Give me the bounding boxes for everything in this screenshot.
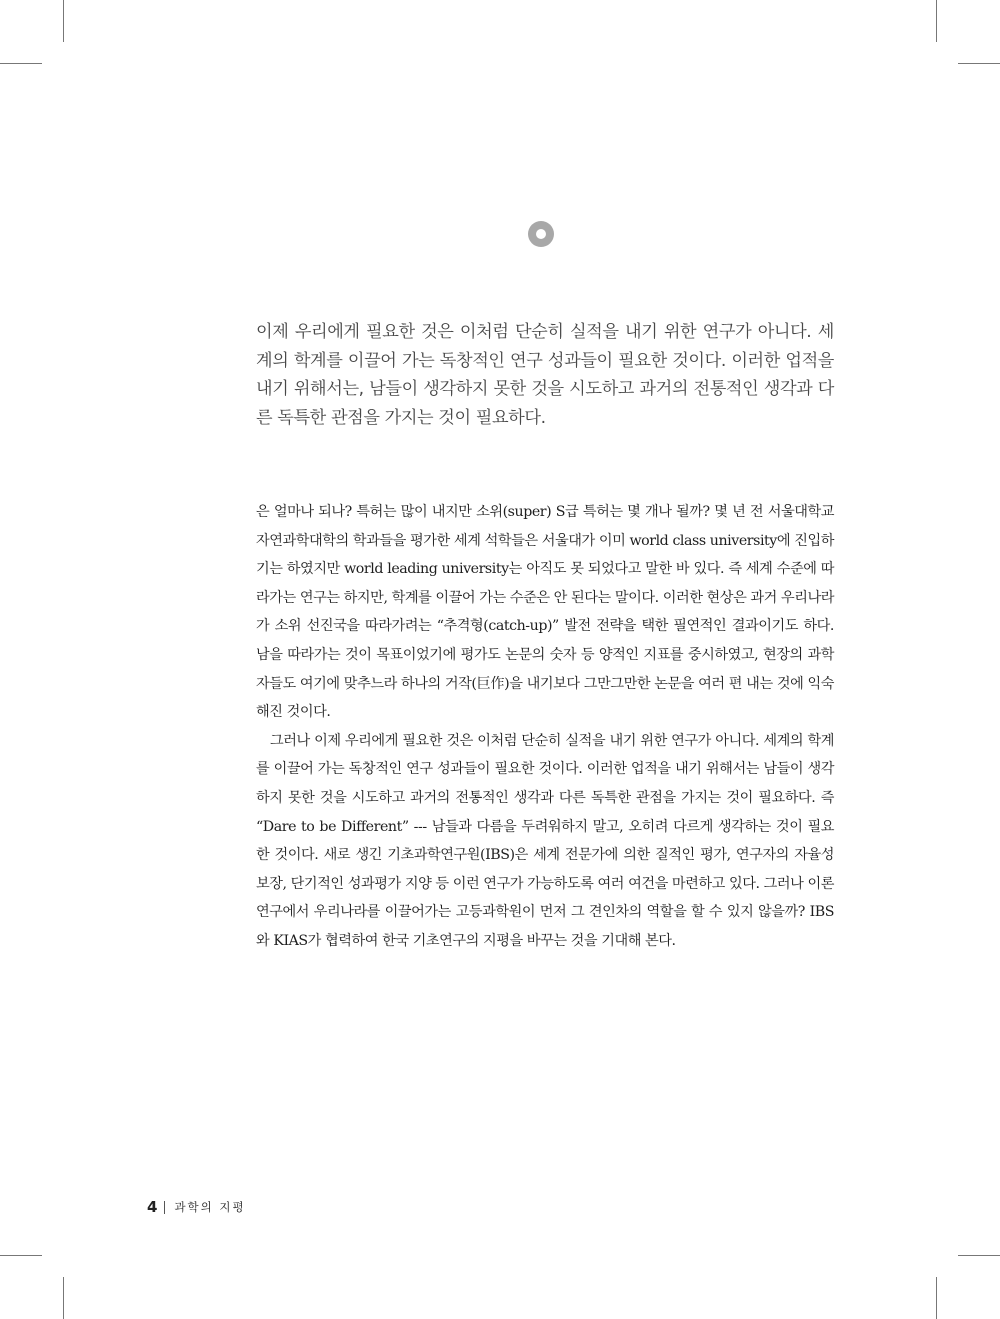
crop-mark-bottom-left-horizontal xyxy=(0,1255,42,1256)
crop-mark-top-right-vertical xyxy=(936,0,937,42)
crop-mark-top-right-horizontal xyxy=(958,63,1000,64)
crop-mark-bottom-right-horizontal xyxy=(958,1255,1000,1256)
crop-mark-bottom-left-vertical xyxy=(63,1277,64,1319)
crop-mark-top-left-vertical xyxy=(63,0,64,42)
pull-quote: 이제 우리에게 필요한 것은 이처럼 단순히 실적을 내기 위한 연구가 아니다. 세계의 학계를 이끌어 가는 독창적인 연구 성과들이 필요한 것이다. 이러한 업적을 내기 위해서는, 남들이 생각하지 못한 것을 시도하고 과거의 전통적인 생각과 다른 독특한 관점을 가지는 것이 필요하다. xyxy=(256,322,834,428)
body-paragraph: 그러나 이제 우리에게 필요한 것은 이처럼 단순히 실적을 내기 위한 연구가 아니다. 세계의 학계를 이끌어 가는 독창적인 연구 성과들이 필요한 것이다. 이러한 업적을 내기 위해서는 남들이 생각하지 못한 것을 시도하고 과거의 전통적인 생각과 다른 독특한 관점을 가지는 것이 필요하다. 즉 “Dare to be Different” --- 남들과 다름을 두려워하지 말고, 오히려 다르게 생각하는 것이 필요한 것이다. 새로 생긴 기초과학연구원(IBS)은 세계 전문가에 의한 질적인 평가, 연구자의 자율성 보장, 단기적인 성과평가 지양 등 이런 연구가 가능하도록 여러 여건을 마련하고 있다. 그러나 이론연구에서 우리나라를 이끌어가는 고등과학원이 먼저 그 견인차의 역할을 할 수 있지 않을까? IBS와 KIAS가 협력하여 한국 기초연구의 지평을 바꾸는 것을 기대해 본다. xyxy=(256,732,834,949)
crop-mark-top-left-horizontal xyxy=(0,63,42,64)
circle-ornament-icon xyxy=(528,221,554,247)
page-footer xyxy=(147,1198,246,1216)
folio-divider xyxy=(164,1201,165,1214)
page-number: 4 xyxy=(147,1198,158,1216)
running-title: 과학의 지평 xyxy=(174,1200,246,1214)
body-text xyxy=(256,498,834,956)
body-paragraph: 은 얼마나 되나? 특허는 많이 내지만 소위(super) S급 특허는 몇 개나 될까? 몇 년 전 서울대학교 자연과학대학의 학과들을 평가한 세계 석학들은 서울대가 이미 world class university에 진입하기는 하였지만 world leading university는 아직도 못 되었다고 말한 바 있다. 즉 세계 수준에 따라가는 연구는 하지만, 학계를 이끌어 가는 수준은 안 된다는 말이다. 이러한 현상은 과거 우리나라가 소위 선진국을 따라가려는 “추격형(catch-up)” 발전 전략을 택한 필연적인 결과이기도 하다. 남을 따라가는 것이 목표이었기에 평가도 논문의 숫자 등 양적인 지표를 중시하였고, 현장의 과학자들도 여기에 맞추느라 하나의 거작(巨作)을 내기보다 그만그만한 논문을 여러 편 내는 것에 익숙해진 것이다. xyxy=(256,504,834,721)
crop-mark-bottom-right-vertical xyxy=(936,1277,937,1319)
